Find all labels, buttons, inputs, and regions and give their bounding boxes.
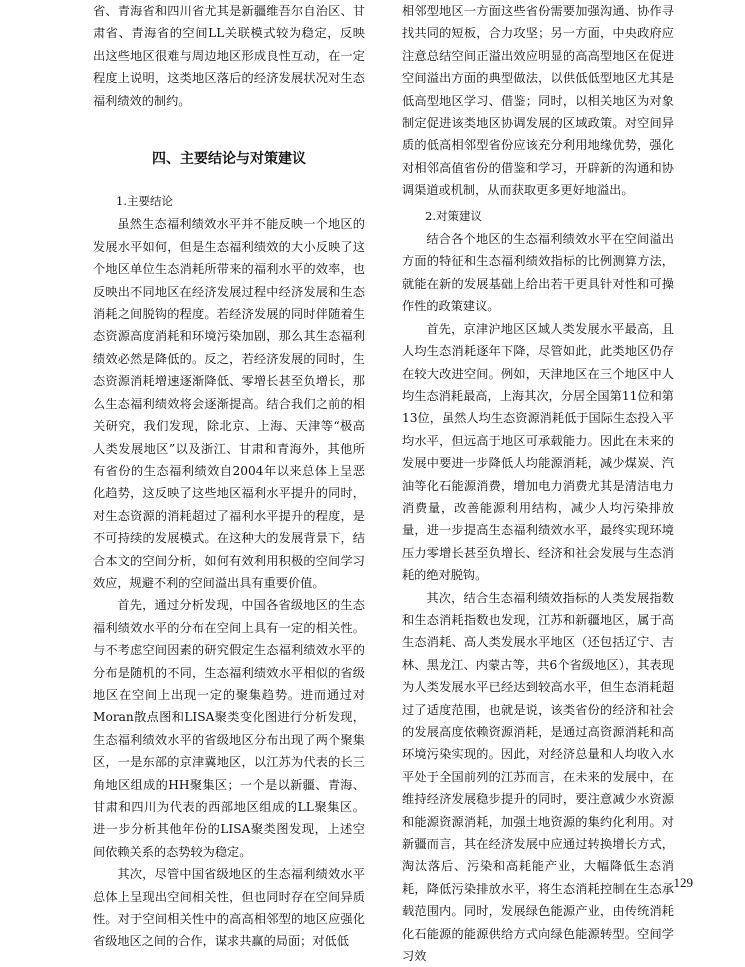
subsection-heading: 1.主要结论 <box>116 194 173 209</box>
page-number: 129 <box>673 875 693 890</box>
paragraph: 虽然生态福利绩效水平并不能反映一个地区的发展水平如何，但是生态福利绩效的大小反映了这个地区单位生态消耗所带来的福利水平的效率，也反映出不同地区在经济发展过程中经济发展和生态消耗之间脱钩的程度。若经济发展的同时伴随着生态资源高度消耗和环境污染加剧，那么其生态福利绩效必然是降低的。反之，若经济发展的同时，生态资源消耗增速逐渐降低、零增长甚至负增长，那么生态福利绩效将会逐渐提高。结合我们之前的相关研究，我们发现，除北京、上海、天津等“极高人类发展地区”以及浙江、甘肃和青海外，其他所有省份的生态福利绩效自2004年以来总体上呈恶化趋势，这反映了这些地区福利水平提升的同时，对生态资源的消耗超过了福利水平提升的程度，是不可持续的发展模式。在这种大的发展背景下，结合本文的空间分析，如何有效利用积极的空间学习效应，规避不利的空间溢出具有重要价值。 <box>93 217 365 590</box>
paragraph-continued: 相邻型地区一方面这些省份需要加强沟通、协作寻找共同的短板，合力攻坚；另一方面，中央政府应注意总结空间正溢出效应明显的高高型地区在促进空间溢出方面的典型做法，以供低低型地区尤其是低高型地区学习、借鉴；同时，以相关地区为对象制定促进该类地区协调发展的区域政策。对空间异质的低高相邻型省份应该充分利用地缘优势，强化对相邻高值省份的借鉴和学习，开辟新的沟通和协调渠道或机制，从而获取更多更好地溢出。 <box>402 4 674 198</box>
paragraph: 首先，通过分析发现，中国各省级地区的生态福利绩效水平的分布在空间上具有一定的相关性。与不考虑空间因素的研究假定生态福利绩效水平的分布是随机的不同，生态福利绩效水平相似的省级地区在空间上出现一定的聚集趋势。进而通过对Moran散点图和LISA聚类变化图进行分析发现，生态福利绩效水平的省级地区分布出现了两个聚集区，一是东部的京津冀地区，以江苏为代表的长三角地区组成的HH聚集区；一个是以新疆、青海、甘肃和四川为代表的西部地区组成的LL聚集区。进一步分析其他年份的LISA聚类图发现，上述空间依赖关系的态势较为稳定。 <box>93 598 365 859</box>
paragraph-continued: 省、青海省和四川省尤其是新疆维吾尔自治区、甘肃省、青海省的空间LL关联模式较为稳定，反映出这些地区很难与周边地区形成良性互动，在一定程度上说明，这类地区落后的经济发展状况对生态福利绩效的制约。 <box>93 4 365 108</box>
left-column <box>93 0 365 953</box>
right-column <box>402 0 674 967</box>
section-heading: 四、主要结论与对策建议 <box>152 151 306 168</box>
paragraph: 其次，尽管中国省级地区的生态福利绩效水平总体上呈现出空间相关性，但也同时存在空间异质性。对于空间相关性中的高高相邻型的地区应强化省级地区之间的合作，谋求共赢的局面；对低低 <box>93 867 365 949</box>
paragraph: 其次，结合生态福利绩效指标的人类发展指数和生态消耗指数也发现，江苏和新疆地区，属于高生态消耗、高人类发展水平地区（还包括辽宁、吉林、黑龙江、内蒙古等，共6个省级地区），其表现为人类发展水平已经达到较高水平，但生态消耗超过了适度范围，也就是说，该类省份的经济和社会的发展高度依赖资源消耗，是通过高资源消耗和高环境污染实现的。因此，对经济总量和人均收入水平处于全国前列的江苏而言，在未来的发展中，在维持经济发展稳步提升的同时，要注意减少水资源和能源资源消耗，加强土地资源的集约化利用。对新疆而言，其在经济发展中应通过转换增长方式，淘汰落后、污染和高耗能产业，大幅降低生态消耗，降低污染排放水平，将生态消耗控制在生态承载范围内。同时，发展绿色能源产业，由传统消耗化石能源的能源供给方式向绿色能源转型。空间学习效 <box>402 590 674 964</box>
paragraph: 首先，京津沪地区区域人类发展水平最高，且人均生态消耗逐年下降，尽管如此，此类地区仍存在较大改进空间。例如，天津地区在三个地区中人均生态消耗最高，上海其次，分居全国第11位和第13位，虽然人均生态资源消耗低于国际生态投入平均水平，但远高于地区可承载能力。因此在未来的发展中要进一步降低人均能源消耗，减少煤炭、汽油等化石能源消费，增加电力消费尤其是清洁电力消费量，改善能源利用结构，减少人均污染排放量，进一步提高生态福利绩效水平，最终实现环境压力零增长甚至负增长、经济和社会发展与生态消耗的绝对脱钩。 <box>402 321 674 583</box>
paragraph: 结合各个地区的生态福利绩效水平在空间溢出方面的特征和生态福利绩效指标的比例测算方法，就能在新的发展基础上给出若干更具针对性和可操作性的政策建议。 <box>402 232 674 314</box>
subsection-heading: 2.对策建议 <box>425 208 482 223</box>
